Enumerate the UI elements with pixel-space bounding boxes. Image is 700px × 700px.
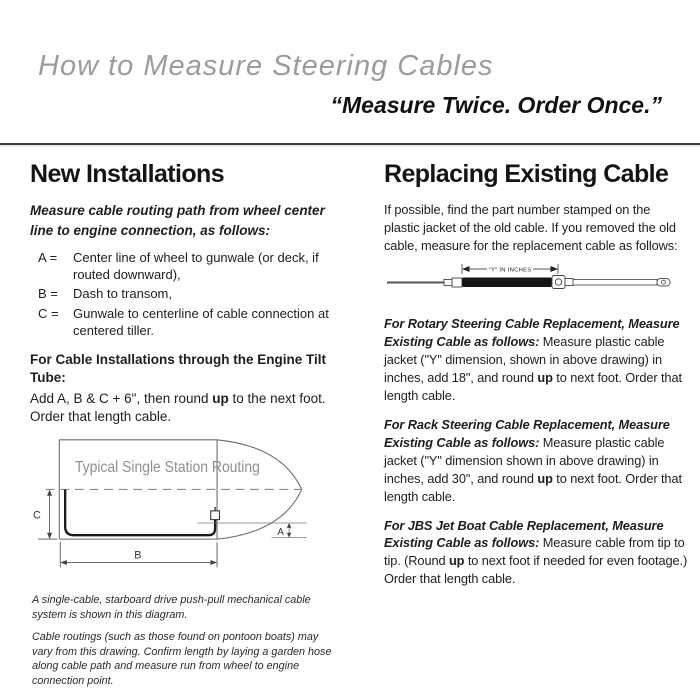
- tilt-tube-body: Add A, B & C + 6", then round up to the next foot. Order that length cable.: [30, 390, 326, 424]
- boat-routing-diagram: [30, 432, 340, 585]
- cable-routing-path: [65, 490, 219, 536]
- page-tagline: “Measure Twice. Order Once.”: [330, 92, 662, 118]
- dim-a-label: A: [277, 527, 284, 539]
- column-replacing-cable: [384, 154, 688, 588]
- cable-end-fitting: [657, 279, 670, 287]
- tilt-tube-heading: For Cable Installations through the Engine Tilt Tube:: [30, 352, 327, 386]
- cable-black-jacket: [462, 278, 552, 288]
- section-rotary-body: Measure plastic cable jacket ("Y" dimension, shown in above drawing) in inches, add 18", and round up to next foot. Order that length cable.: [384, 334, 682, 404]
- measurement-row-c: [38, 306, 340, 339]
- section-rotary-lead: For Rotary Steering Cable Replacement, Measure Existing Cable as follows:: [384, 316, 680, 350]
- section-jbs-lead: For JBS Jet Boat Cable Replacement, Measure Existing Cable as follows:: [384, 517, 664, 551]
- left-intro: Measure cable routing path from wheel center line to engine connection, as follows:: [30, 203, 325, 238]
- measurement-row-b: [38, 286, 340, 303]
- measurement-desc-c: Gunwale to centerline of cable connection at centered tiller.: [73, 306, 329, 338]
- section-rotary: [384, 315, 688, 405]
- diagram-title: Typical Single Station Routing: [74, 458, 260, 477]
- section-rack-lead: For Rack Steering Cable Replacement, Measure Existing Cable as follows:: [384, 417, 670, 450]
- measurement-list: [38, 250, 340, 339]
- measurement-desc-a: Center line of wheel to gunwale (or deck, if routed downward),: [73, 250, 319, 282]
- measurement-key-a: A =: [38, 250, 58, 266]
- dim-b-label: B: [134, 549, 142, 562]
- left-heading: New Installations: [30, 160, 225, 188]
- header-divider: [0, 143, 700, 145]
- cable-measure-diagram: [384, 261, 688, 304]
- dim-c-label: C: [33, 509, 41, 522]
- dimension-c-lines: [38, 492, 57, 540]
- page-title: How to Measure Steering Cables: [38, 50, 494, 82]
- cable-drawing: [387, 276, 670, 289]
- boat-diagram-svg: [30, 432, 334, 580]
- measurement-desc-b: Dash to transom,: [73, 286, 172, 302]
- right-intro: If possible, find the part number stamped on the plastic jacket of the old cable. If you removed the old cable, measure for the replacement cable as follows:: [384, 202, 678, 254]
- cable-outer-jacket: [573, 280, 657, 286]
- column-new-installations: [30, 154, 340, 689]
- right-heading: Replacing Existing Cable: [384, 160, 669, 188]
- section-jbs-body: Measure cable from tip to tip. (Round up to next foot if needed for even footage.) Order that length cable.: [384, 535, 688, 587]
- cable-diagram-svg: [384, 261, 684, 299]
- diagram-caption-2: Cable routings (such as those found on pontoon boats) may vary from this drawing. Confirm length by laying a garden hose along cable path and measure run from wheel to engine connection point.: [32, 631, 332, 687]
- section-jbs: [384, 517, 688, 589]
- diagram-caption-1: A single-cable, starboard drive push-pull mechanical cable system is shown in this diagram.: [32, 594, 311, 621]
- engine-connector: [211, 511, 220, 520]
- section-rack-body: Measure plastic cable jacket ("Y" dimension shown in above drawing) in inches, add 30", and round up to next foot. Order that length cable.: [384, 434, 682, 504]
- y-dimension-label: "Y" IN INCHES: [488, 267, 532, 274]
- cable-nut-fitting: [552, 276, 565, 289]
- measurement-row-a: [38, 250, 340, 283]
- measurement-key-b: B =: [38, 286, 58, 302]
- measurement-key-c: C =: [38, 306, 59, 321]
- section-rack: [384, 416, 688, 506]
